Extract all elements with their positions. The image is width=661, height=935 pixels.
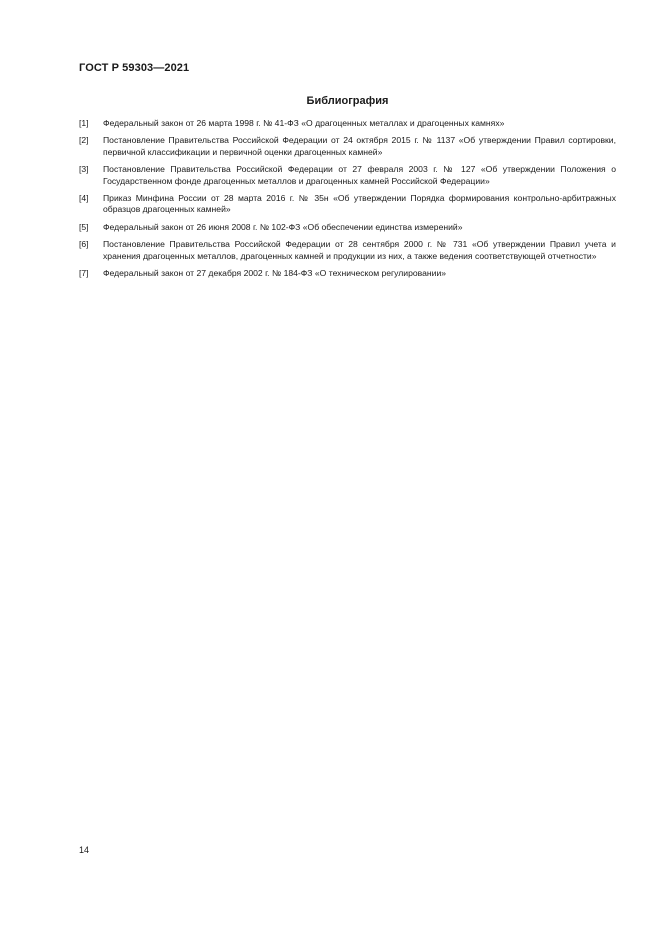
reference-text: Федеральный закон от 26 июня 2008 г. № 102-ФЗ «Об обеспечении единства измерений» [103,221,463,232]
reference-number: [4] [79,193,89,204]
page-number: 14 [79,845,90,855]
reference-number: [6] [79,239,89,250]
reference-number: [2] [79,135,89,146]
reference-number: [5] [79,221,89,232]
reference-text: Федеральный закон от 27 декабря 2002 г. № 184-ФЗ «О техническом регулировании» [103,268,447,279]
reference-number: [1] [79,118,89,128]
bibliography-item [79,193,616,216]
reference-text: Постановление Правительства Российской Федерации от 24 октября 2015 г. № 1137 «Об утверждении Правил сортировки, первичной классификации и первичной оценки драгоценных камней» [103,135,616,157]
bibliography-item [79,135,616,158]
bibliography-item [79,118,616,129]
section-title: Библиография [306,95,389,107]
bibliography-item [79,268,616,279]
reference-text: Приказ Минфина России от 28 марта 2016 г. № 35н «Об утверждении Порядка формирования контрольно-арбитражных образцов драгоценных камней» [103,193,616,215]
reference-number: [3] [79,164,89,175]
reference-number: [7] [79,268,89,279]
reference-text: Постановление Правительства Российской Федерации от 27 февраля 2003 г. № 127 «Об утверждении Положения о Государственном фонде драгоценных металлов и драгоценных камней Российской Федерации» [103,164,616,186]
document-header: ГОСТ Р 59303—2021 [79,62,190,74]
bibliography-item [79,239,616,262]
reference-text: Постановление Правительства Российской Федерации от 28 сентября 2000 г. № 731 «Об утверждении Правил учета и хранения драгоценных металлов, драгоценных камней и продукции из них, а также ведения соответствующей отчетности» [103,239,616,261]
bibliography-item [79,222,616,233]
bibliography-list [79,118,616,286]
reference-text: Федеральный закон от 26 марта 1998 г. № 41-ФЗ «О драгоценных металлах и драгоценных камнях» [103,118,505,128]
bibliography-item [79,164,616,187]
